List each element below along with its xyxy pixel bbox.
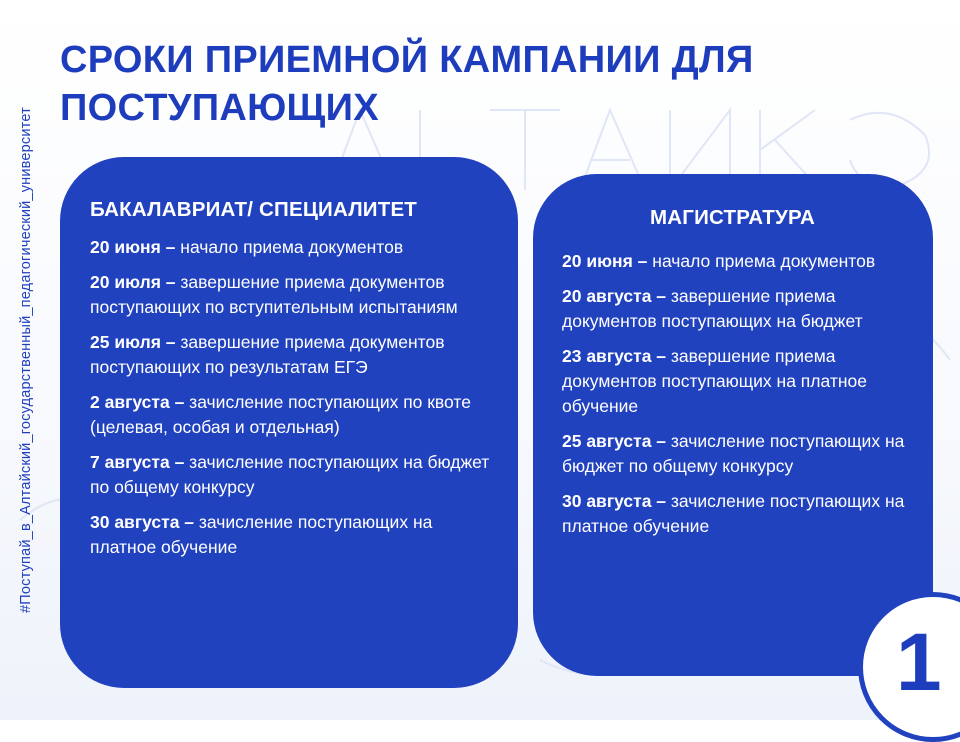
master-card-title: МАГИСТРАТУРА [649,206,816,229]
list-item [90,510,492,560]
item-date: 20 августа – [562,286,667,306]
item-date: 30 августа – [562,491,667,511]
list-item [90,330,492,380]
item-date: 30 августа – [90,512,195,532]
item-date: 20 июля – [90,272,176,292]
item-text: зачисление поступающих на бюджет по общему конкурсу [562,431,905,476]
item-text: зачисление поступающих на бюджет по общему конкурсу [90,452,490,497]
item-date: 25 июля – [90,332,176,352]
page-number: 1 [896,617,942,708]
item-date: 23 августа – [562,346,667,366]
item-text: завершение приема документов поступающих по результатам ЕГЭ [90,332,445,377]
item-text: зачисление поступающих на платное обучение [90,512,433,557]
item-text: начало приема документов [175,237,404,257]
list-item [90,270,492,320]
item-text: завершение приема документов поступающих на платное обучение [562,346,867,416]
item-text: завершение приема документов поступающих на бюджет [562,286,863,331]
item-date: 20 июня – [90,237,176,257]
list-item [90,235,492,260]
list-item [562,429,909,479]
item-text: начало приема документов [647,251,876,271]
item-text: зачисление поступающих на платное обучение [562,491,905,536]
item-text: завершение приема документов поступающих по вступительным испытаниям [90,272,458,317]
list-item [562,489,909,539]
list-item [90,390,492,440]
list-item [562,284,909,334]
list-item [90,450,492,500]
item-date: 7 августа – [90,452,185,472]
list-item [562,344,909,419]
hashtag-vertical: #Поступай_в_Алтайский_государственный_педагогический_университет [18,107,34,613]
page-title: СРОКИ ПРИЕМНОЙ КАМПАНИИ ДЛЯ ПОСТУПАЮЩИХ [60,39,754,129]
item-date: 2 августа – [90,392,185,412]
item-text: зачисление поступающих по квоте (целевая, особая и отдельная) [90,392,471,437]
master-card [533,174,933,676]
bachelor-card-title: БАКАЛАВРИАТ/ СПЕЦИАЛИТЕТ [90,198,418,221]
item-date: 20 июня – [562,251,648,271]
item-date: 25 августа – [562,431,667,451]
bachelor-card [60,157,518,688]
list-item [562,249,909,274]
